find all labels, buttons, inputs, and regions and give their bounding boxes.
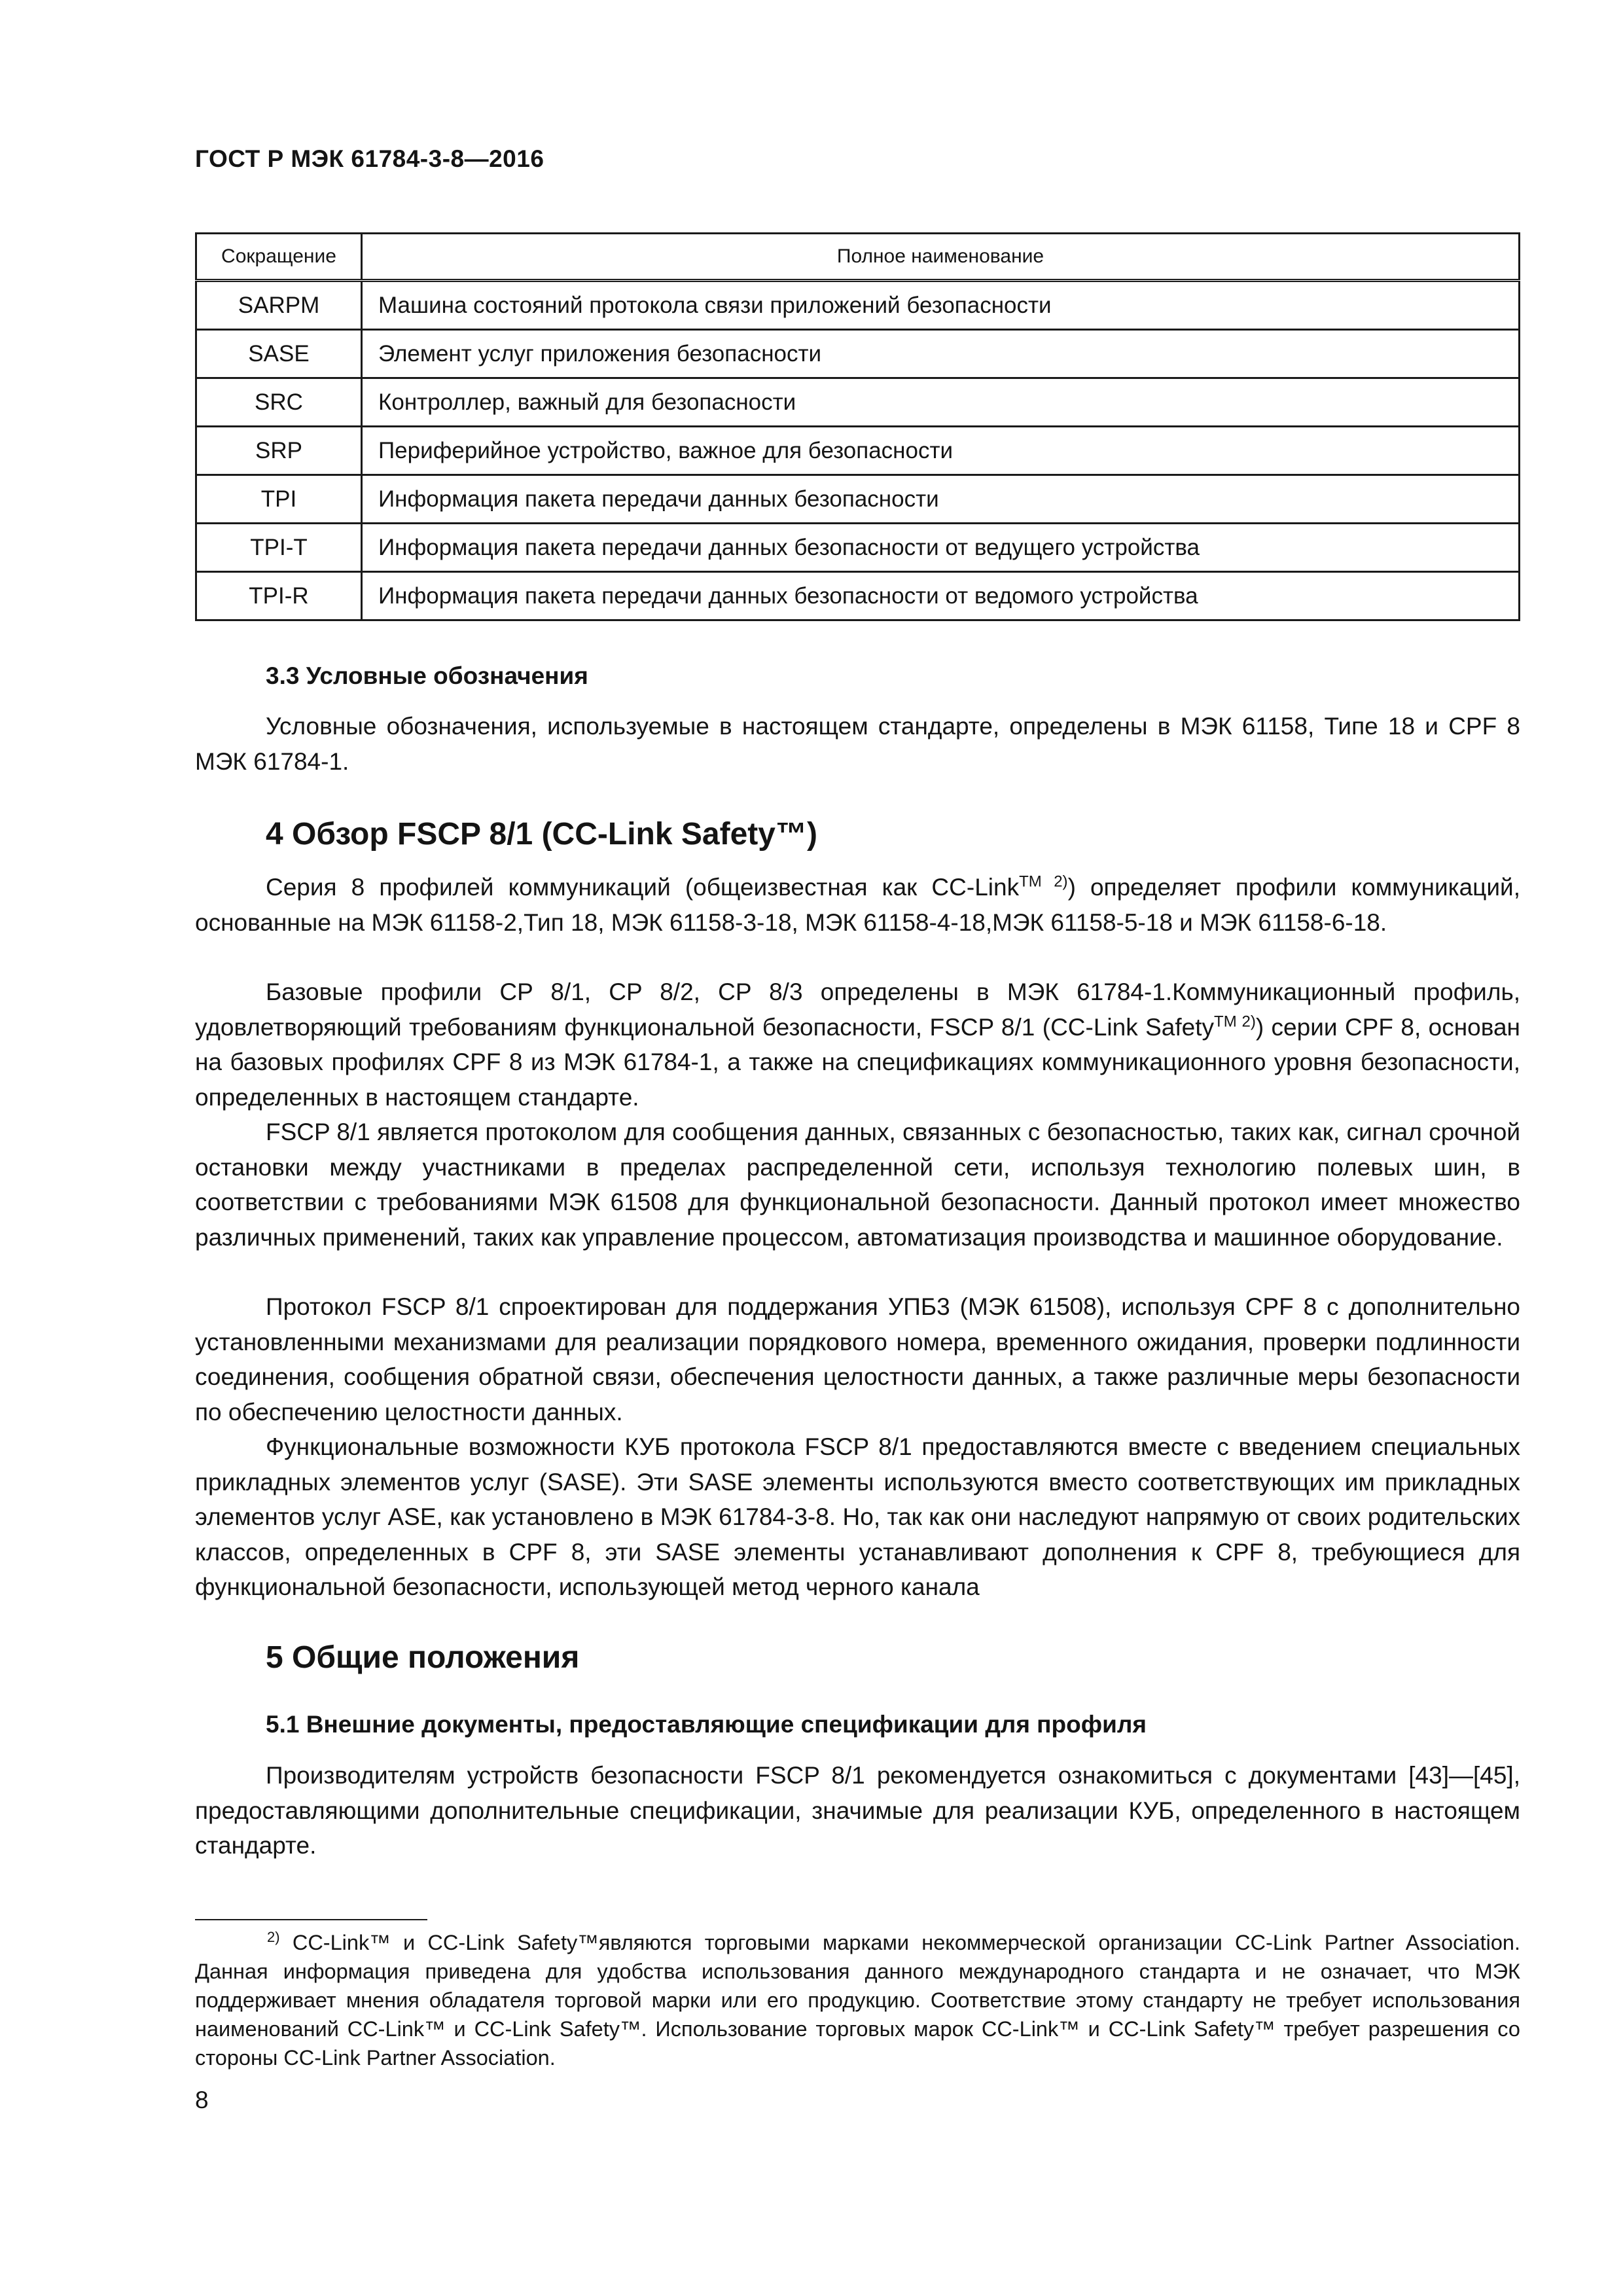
full-name-cell: Машина состояний протокола связи приложений безопасности: [362, 281, 1520, 330]
column-header-full: Полное наименование: [362, 234, 1520, 281]
table-row: [196, 572, 1520, 620]
abbr-cell: SASE: [196, 330, 362, 378]
full-name-cell: Периферийное устройство, важное для безопасности: [362, 427, 1520, 475]
paragraph-text: Базовые профили CP 8/1, CP 8/2, CP 8/3 определены в МЭК 61784-1.Коммуникационный профиль, удовлетворяющий требованиям функциональной безопасности, FSCP 8/1 (CC-Link Safety: [195, 978, 1520, 1041]
table-header-row: [196, 234, 1520, 281]
section-3-3-text: Условные обозначения, используемые в настоящем стандарте, определены в МЭК 61158, Типе 18 и CPF 8 МЭК 61784-1.: [195, 713, 1520, 775]
abbreviations-table: [195, 232, 1520, 621]
paragraph-text: Серия 8 профилей коммуникаций (общеизвестная как CC-Link: [266, 874, 1020, 901]
abbr-cell: SRC: [196, 378, 362, 427]
full-name-cell: Информация пакета передачи данных безопасности от ведущего устройства: [362, 524, 1520, 572]
section-4-paragraph-1: [195, 870, 1520, 940]
full-name-cell: Информация пакета передачи данных безопасности: [362, 475, 1520, 524]
abbr-cell: TPI-T: [196, 524, 362, 572]
section-3-3-heading: 3.3 Условные обозначения: [266, 662, 588, 689]
section-4-paragraph-2: [195, 975, 1520, 1115]
paragraph-text: ) серии CPF 8, основан на базовых профилях CPF 8 из МЭК 61784-1, а также на спецификациях коммуникационного уровня безопасности, определенных в настоящем стандарте.: [195, 1013, 1520, 1111]
section-4-heading: 4 Обзор FSCP 8/1 (CC-Link Safety™): [266, 817, 817, 852]
section-5-1-heading: 5.1 Внешние документы, предоставляющие спецификации для профиля: [266, 1711, 1147, 1738]
full-name-cell: Элемент услуг приложения безопасности: [362, 330, 1520, 378]
table-row: [196, 281, 1520, 330]
footnote: [195, 1928, 1520, 2072]
table-row: [196, 475, 1520, 524]
footnote-text: CC-Link™ и CC-Link Safety™являются торговыми марками некоммерческой организации CC-Link Partner Association. Данная информация приведена для удобства использования данного международного стандарта и не означает, что МЭК поддерживает мнения обладателя торговой марки или его продукцию. Соответствие этому стандарту не требует использования наименований CC-Link™ и CC-Link Safety™. Использование торговых марок CC-Link™ и CC-Link Safety™ требует разрешения со стороны CC-Link Partner Association.: [195, 1931, 1520, 2070]
abbr-cell: SARPM: [196, 281, 362, 330]
footnote-marker: 2): [267, 1929, 280, 1946]
section-4-paragraph-5: Функциональные возможности КУБ протокола FSCP 8/1 предоставляются вместе с введением специальных прикладных элементов услуг (SASE). Эти SASE элементы используются вместо соответствующих им прикладных элементов услуг ASE, как установлено в МЭК 61784-3-8. Но, так как они наследуют напрямую от своих родительских классов, определенных в CPF 8, эти SASE элементы устанавливают дополнения к CPF 8, требующиеся для функциональной безопасности, использующей метод черного канала: [195, 1433, 1520, 1600]
table-row: [196, 524, 1520, 572]
section-5-1-text: Производителям устройств безопасности FSCP 8/1 рекомендуется ознакомиться с документами [43]—[45], предоставляющими дополнительные спецификации, значимые для реализации КУБ, определенного в настоящем стандарте.: [195, 1762, 1520, 1859]
table-row: [196, 427, 1520, 475]
footnote-ref: TM 2): [1019, 872, 1068, 891]
document-header: ГОСТ Р МЭК 61784-3-8—2016: [195, 145, 544, 172]
paragraph-text: ) определяет профили коммуникаций, основанные на МЭК 61158-2,Тип 18, МЭК 61158-3-18, МЭК 61158-4-18,МЭК 61158-5-18 и МЭК 61158-6-18.: [195, 874, 1520, 936]
footnote-ref: TM 2): [1214, 1013, 1256, 1031]
full-name-cell: Информация пакета передачи данных безопасности от ведомого устройства: [362, 572, 1520, 620]
footnote-separator: [195, 1919, 427, 1920]
section-4-paragraph-4: Протокол FSCP 8/1 спроектирован для поддержания УПБ3 (МЭК 61508), используя CPF 8 с дополнительно установленными механизмами для реализации порядкового номера, временного ожидания, проверки подлинности соединения, сообщения обратной связи, обеспечения целостности данных, а также различные меры безопасности по обеспечению целостности данных.: [195, 1293, 1520, 1426]
abbr-cell: SRP: [196, 427, 362, 475]
table-row: [196, 378, 1520, 427]
table-row: [196, 330, 1520, 378]
full-name-cell: Контроллер, важный для безопасности: [362, 378, 1520, 427]
abbr-cell: TPI-R: [196, 572, 362, 620]
section-5-heading: 5 Общие положения: [266, 1640, 580, 1675]
column-header-abbr: Сокращение: [196, 234, 362, 281]
page-number: 8: [195, 2087, 209, 2113]
section-4-paragraph-3: FSCP 8/1 является протоколом для сообщения данных, связанных с безопасностью, таких как, сигнал срочной остановки между участниками в пределах распределенной сети, используя технологию полевых шин, в соответствии с требованиями МЭК 61508 для функциональной безопасности. Данный протокол имеет множество различных применений, таких как управление процессом, автоматизация производства и машинное оборудование.: [195, 1119, 1520, 1251]
abbr-cell: TPI: [196, 475, 362, 524]
